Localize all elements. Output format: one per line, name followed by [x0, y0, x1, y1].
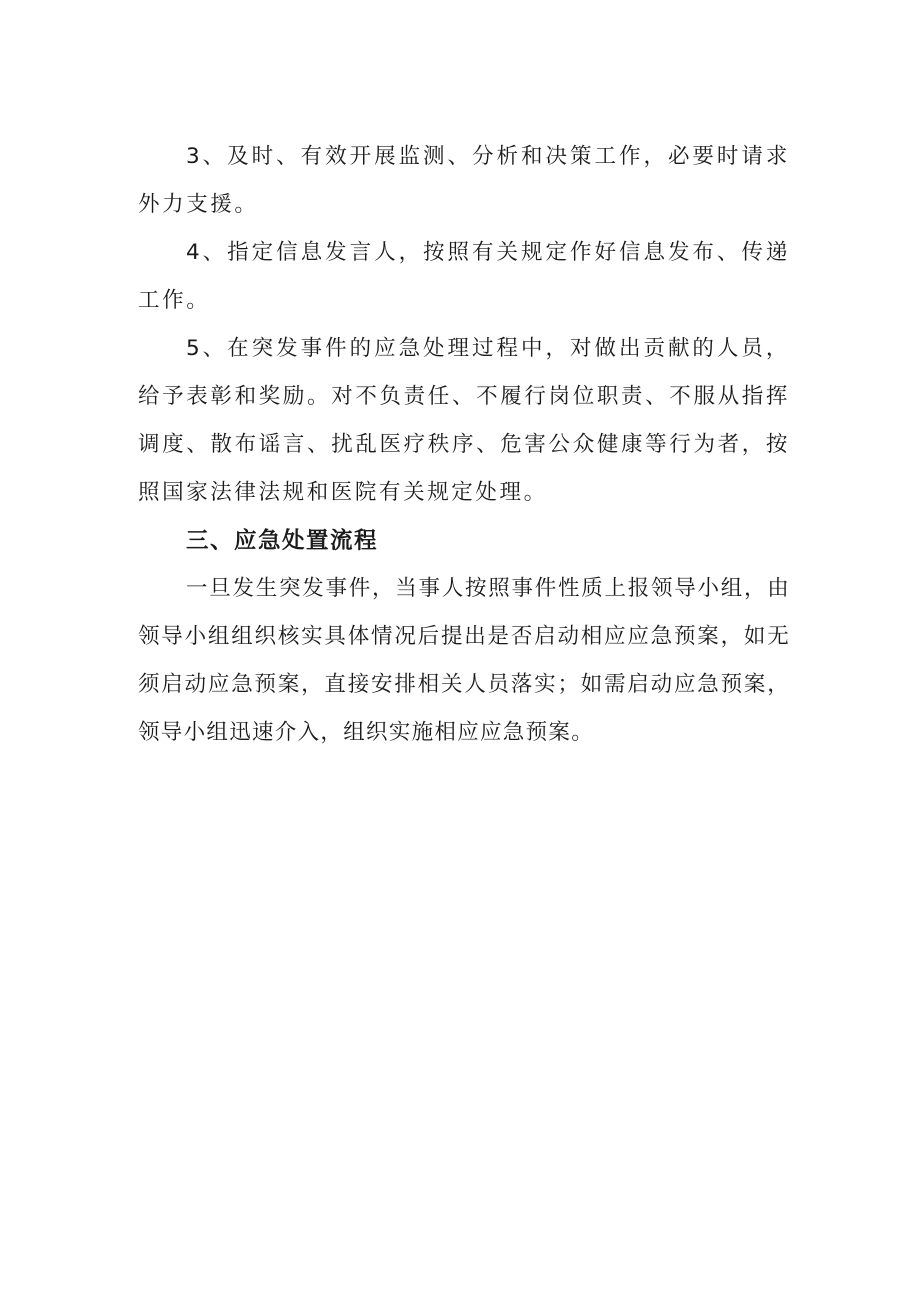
- paragraph-item-4: 4、指定信息发言人，按照有关规定作好信息发布、传递工作。: [138, 240, 790, 313]
- paragraph-item-3: 3、及时、有效开展监测、分析和决策工作，必要时请求外力支援。: [138, 144, 790, 217]
- document-page: [138, 133, 790, 757]
- section-paragraph: 一旦发生突发事件，当事人按照事件性质上报领导小组，由领导小组组织核实具体情况后提出是否启动相应应急预案，如无须启动应急预案，直接安排相关人员落实；如需启动应急预案，领导小组迅速介入，组织实施相应应急预案。: [138, 576, 790, 745]
- paragraph-item-5: 5、在突发事件的应急处理过程中，对做出贡献的人员，给予表彰和奖励。对不负责任、不履行岗位职责、不服从指挥调度、散布谣言、扰乱医疗秩序、危害公众健康等行为者，按照国家法律法规和医院有关规定处理。: [138, 336, 790, 505]
- section-heading: 三、应急处置流程: [186, 528, 379, 554]
